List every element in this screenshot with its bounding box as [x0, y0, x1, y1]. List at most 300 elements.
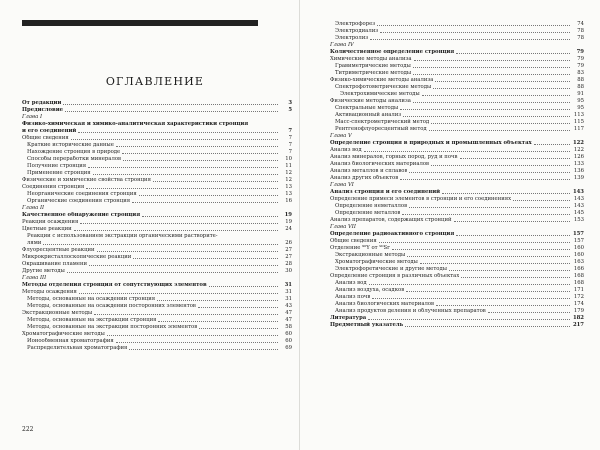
- toc-entry: [22, 107, 292, 114]
- toc-entry: [330, 189, 584, 196]
- dot-leader: [413, 74, 570, 75]
- toc-entry-title: Анализ биологических материалов: [330, 161, 430, 167]
- toc-entry-page: 171: [573, 287, 584, 293]
- dot-leader: [380, 32, 570, 33]
- toc-entry: [22, 268, 292, 275]
- dot-leader: [513, 200, 570, 201]
- toc-entry: [22, 324, 292, 331]
- toc-entry-title: Ионообменная хроматография: [27, 338, 114, 344]
- toc-entry-page: 10: [285, 156, 292, 162]
- toc-entry-page: 157: [572, 231, 584, 237]
- toc-entry-page: 19: [284, 212, 292, 218]
- dot-leader: [422, 95, 570, 96]
- toc-entry: [22, 261, 292, 268]
- toc-entry-title: Цветные реакции: [22, 226, 72, 232]
- dot-leader: [133, 258, 278, 259]
- dot-leader: [413, 102, 570, 103]
- toc-entry-page: 160: [573, 245, 584, 251]
- toc-entry: [22, 254, 292, 261]
- dot-leader: [534, 144, 570, 145]
- toc-entry-page: 145: [573, 210, 584, 216]
- toc-entry: [330, 210, 584, 217]
- toc-entry: [330, 70, 584, 77]
- toc-entry: [330, 91, 584, 98]
- dot-leader: [372, 298, 570, 299]
- toc-entry: [330, 140, 584, 147]
- toc-entry-page: 117: [573, 126, 584, 132]
- toc-entry-title: Определение радиоактивного стронция: [330, 231, 455, 237]
- toc-entry: [22, 317, 292, 324]
- toc-entry-page: 24: [285, 226, 292, 232]
- dot-leader: [368, 319, 570, 320]
- toc-entry: [22, 219, 292, 226]
- chapter-heading: [22, 114, 292, 121]
- dot-leader: [488, 312, 570, 313]
- toc-entry-title: Окрашивание пламени: [22, 261, 88, 267]
- dot-leader: [97, 251, 278, 252]
- toc-entry-title: Электрофоретические и другие методы: [335, 266, 447, 272]
- dot-leader: [209, 286, 278, 287]
- toc-entry: [22, 191, 292, 198]
- toc-entry-page: 143: [573, 196, 584, 202]
- dot-leader: [364, 151, 570, 152]
- toc-entry-title: Методы, основанные на осаждении посторонних элементов: [27, 303, 196, 309]
- toc-entry-page: 31: [284, 282, 292, 288]
- toc-entry-title: Определение стронция в различных объектах: [330, 273, 460, 279]
- toc-entry-title: и его соединений: [22, 128, 77, 134]
- dot-leader: [80, 223, 278, 224]
- toc-entry-title: Хроматографические методы: [335, 259, 418, 265]
- toc-entry-page: 88: [577, 77, 584, 83]
- toc-entry-page: 115: [573, 119, 584, 125]
- dot-leader: [413, 67, 570, 68]
- toc-entry-page: 174: [573, 301, 584, 307]
- toc-entry-page: 19: [285, 219, 292, 225]
- toc-entry: [330, 147, 584, 154]
- toc-entry-title: Анализ биологических материалов: [335, 301, 435, 307]
- toc-entry: [22, 240, 292, 247]
- dot-leader: [153, 181, 278, 182]
- dot-leader: [431, 165, 570, 166]
- chapter-heading: [22, 205, 292, 212]
- toc-entry-page: 157: [573, 238, 584, 244]
- toc-entry: [330, 105, 584, 112]
- toc-entry: [22, 282, 292, 289]
- toc-entry-title: Количественное определение стронция: [330, 49, 455, 55]
- dot-leader: [132, 202, 278, 203]
- dot-leader: [370, 39, 570, 40]
- dot-leader: [199, 328, 278, 329]
- toc-entry-title: Другие методы: [22, 268, 65, 274]
- toc-entry-title: Электрохимические методы: [340, 91, 420, 97]
- toc-entry-title: Глава III: [22, 275, 47, 281]
- toc-entry-page: 47: [285, 317, 292, 323]
- toc-entry-page: 31: [285, 289, 292, 295]
- toc-entry: [330, 322, 584, 329]
- toc-entry-page: 27: [285, 247, 292, 253]
- toc-entry: [22, 149, 292, 156]
- toc-entry: [22, 310, 292, 317]
- toc-entry-title: Применение стронция: [27, 170, 91, 176]
- dot-leader: [88, 167, 278, 168]
- toc-entry-page: 168: [573, 280, 584, 286]
- toc-entry-title: Глава I: [22, 114, 43, 120]
- toc-entry: [330, 301, 584, 308]
- dot-leader: [461, 277, 570, 278]
- toc-entry-title: Краткие исторические данные: [27, 142, 114, 148]
- toc-entry-page: 122: [572, 140, 584, 146]
- toc-entry-title: Предисловие: [22, 107, 64, 113]
- toc-entry-page: 126: [573, 154, 584, 160]
- toc-entry-page: 172: [573, 294, 584, 300]
- toc-entry: [22, 345, 292, 352]
- toc-entry: [330, 259, 584, 266]
- toc-entry: [330, 112, 584, 119]
- toc-entry-page: 7: [288, 135, 292, 141]
- toc-entry: [22, 142, 292, 149]
- toc-entry: [330, 63, 584, 70]
- toc-entry-title: Глава V: [330, 133, 352, 139]
- dot-leader: [79, 293, 278, 294]
- toc-entry-title: Глава VII: [330, 224, 356, 230]
- toc-entry: [22, 100, 292, 107]
- toc-entry-page: 7: [288, 142, 292, 148]
- toc-entry-page: 31: [285, 296, 292, 302]
- toc-entry-page: 69: [285, 345, 292, 351]
- dot-leader: [139, 195, 278, 196]
- dot-leader: [400, 179, 570, 180]
- toc-entry: [330, 175, 584, 182]
- toc-entry-page: 160: [573, 252, 584, 258]
- dot-leader: [129, 349, 278, 350]
- toc-entry-title: Определение примеси элементов в стронции и его соединениях: [330, 196, 512, 202]
- dot-leader: [122, 153, 278, 154]
- toc-entry-title: Физические методы анализа: [330, 98, 411, 104]
- toc-entry-page: 143: [572, 189, 584, 195]
- toc-entry-title: Электрофорез: [335, 21, 376, 27]
- dot-leader: [405, 326, 570, 327]
- dot-leader: [94, 314, 278, 315]
- right-page: [300, 0, 600, 450]
- chapter-heading: [330, 224, 584, 231]
- toc-entry-title: Получение стронция: [27, 163, 87, 169]
- toc-entry-page: 166: [573, 266, 584, 272]
- toc-entry: [330, 154, 584, 161]
- dot-leader: [198, 307, 278, 308]
- toc-entry-title: Нахождение стронция в природе: [27, 149, 121, 155]
- dot-leader: [43, 244, 278, 245]
- dot-leader: [107, 335, 278, 336]
- toc-entry-page: 12: [285, 177, 292, 183]
- toc-entry-page: 13: [285, 184, 292, 190]
- toc-entry-page: 91: [577, 91, 584, 97]
- toc-entry-page: 3: [288, 100, 292, 106]
- toc-entry-title: Спектрофотометрические методы: [335, 84, 432, 90]
- toc-entry-title: Анализ воздуха, осадков: [335, 287, 405, 293]
- toc-entry-title: Хроматографические методы: [22, 331, 105, 337]
- toc-entry: [330, 280, 584, 287]
- dot-leader: [71, 139, 278, 140]
- dot-leader: [409, 172, 570, 173]
- toc-entry: [330, 119, 584, 126]
- dot-leader: [93, 174, 278, 175]
- toc-entry-title: Качественное обнаружение стронция: [22, 212, 141, 218]
- toc-entry-title: Анализ вод: [335, 280, 367, 286]
- toc-entry-page: 79: [577, 56, 584, 62]
- toc-entry-page: 60: [285, 331, 292, 337]
- toc-entry: [330, 266, 584, 273]
- toc-entry: [330, 196, 584, 203]
- toc-entry: [22, 177, 292, 184]
- dot-leader: [86, 188, 278, 189]
- toc-entry-title: Микрокристаллоскопические реакции: [22, 254, 132, 260]
- toc-entry: [330, 203, 584, 210]
- toc-entry-page: 95: [577, 98, 584, 104]
- toc-entry-title: Активационный анализ: [335, 112, 402, 118]
- toc-entry-title: Электродиализ: [335, 28, 379, 34]
- toc-entry: [22, 163, 292, 170]
- toc-entry-title: Способы переработки минералов: [27, 156, 121, 162]
- toc-entry: [330, 217, 584, 224]
- toc-entry-title: Предметный указатель: [330, 322, 404, 328]
- toc-entry-title: Методы, основанные на осаждении стронция: [27, 296, 156, 302]
- dot-leader: [158, 321, 278, 322]
- toc-entry-page: 79: [576, 49, 584, 55]
- toc-entry-page: 7: [288, 149, 292, 155]
- dot-leader: [414, 60, 570, 61]
- dot-leader: [63, 104, 278, 105]
- dot-leader: [436, 305, 570, 306]
- toc-entry-title: Общие сведения: [22, 135, 69, 141]
- toc-entry-title: Физические и химические свойства стронция: [22, 177, 151, 183]
- toc-entry-page: 79: [577, 63, 584, 69]
- toc-entry-page: 179: [573, 308, 584, 314]
- header-rule: [22, 20, 258, 26]
- toc-entry-page: 47: [285, 310, 292, 316]
- dot-leader: [377, 25, 570, 26]
- toc-entry-title: Анализ металлов и сплавов: [330, 168, 408, 174]
- toc-entry-title: Масс-спектрометрический метод: [335, 119, 430, 125]
- toc-entry-title: Электролиз: [335, 35, 369, 41]
- toc-entry-title: Общие сведения: [330, 238, 377, 244]
- toc-entry-page: 13: [285, 191, 292, 197]
- toc-entry: [22, 170, 292, 177]
- toc-entry-page: 88: [577, 84, 584, 90]
- toc-entry: [22, 247, 292, 254]
- dot-leader: [407, 256, 570, 257]
- toc-entry: [330, 49, 584, 56]
- page-title: ОГЛАВЛЕНИЕ: [105, 75, 205, 88]
- toc-entry: [22, 121, 292, 128]
- toc-entry-page: 26: [285, 240, 292, 246]
- dot-leader: [74, 230, 278, 231]
- toc-entry-title: Неорганические соединения стронция: [27, 191, 137, 197]
- toc-entry-title: Анализ препаратов, содержащих стронций: [330, 217, 452, 223]
- toc-entry-title: Методы отделения стронция от сопутствующих элементов: [22, 282, 207, 288]
- dot-leader: [431, 123, 570, 124]
- page-number: 222: [22, 426, 34, 433]
- toc-entry-title: Гравиметрические методы: [335, 63, 411, 69]
- toc-entry-page: 83: [577, 70, 584, 76]
- dot-leader: [142, 216, 278, 217]
- toc-entry-page: 113: [573, 112, 584, 118]
- toc-entry: [22, 198, 292, 205]
- toc-entry-page: 43: [285, 303, 292, 309]
- toc-entry-page: 12: [285, 170, 292, 176]
- toc-entry-page: 74: [577, 21, 584, 27]
- dot-leader: [379, 242, 570, 243]
- dot-leader: [456, 53, 570, 54]
- toc-entry-title: Отделение ⁹⁰Y от ⁹⁰Sr: [330, 245, 390, 251]
- dot-leader: [406, 291, 570, 292]
- toc-entry-page: 95: [577, 105, 584, 111]
- toc-entry-title: Методы, основанные на экстракции посторонних элементов: [27, 324, 198, 330]
- toc-entry-title: От редакции: [22, 100, 62, 106]
- dot-leader: [123, 160, 278, 161]
- toc-entry-title: Литература: [330, 315, 367, 321]
- toc-entry-page: 136: [573, 168, 584, 174]
- toc-entry: [22, 128, 292, 135]
- toc-entry: [330, 238, 584, 245]
- toc-entry-page: 139: [573, 175, 584, 181]
- toc-entry-page: 78: [577, 28, 584, 34]
- dot-leader: [460, 158, 570, 159]
- toc-entry: [330, 126, 584, 133]
- toc-entry-page: 30: [285, 268, 292, 274]
- dot-leader: [116, 342, 278, 343]
- toc-entry-title: Анализ минералов, горных пород, руд и почв: [330, 154, 458, 160]
- dot-leader: [157, 300, 278, 301]
- dot-leader: [89, 265, 278, 266]
- toc-entry-title: Глава II: [22, 205, 45, 211]
- toc-entry-page: 60: [285, 338, 292, 344]
- toc-entry: [330, 287, 584, 294]
- toc-entry: [22, 156, 292, 163]
- toc-entry-page: 78: [577, 35, 584, 41]
- toc-entry: [22, 338, 292, 345]
- toc-entry-title: лями: [27, 240, 42, 246]
- dot-leader: [456, 235, 570, 236]
- toc-entry: [22, 184, 292, 191]
- toc-entry: [330, 315, 584, 322]
- toc-entry-title: Анализ почв: [335, 294, 371, 300]
- dot-leader: [420, 263, 570, 264]
- toc-entry: [330, 28, 584, 35]
- dot-leader: [392, 249, 570, 250]
- toc-entry-title: Анализ других объектов: [330, 175, 399, 181]
- dot-leader: [400, 109, 570, 110]
- chapter-heading: [330, 133, 584, 140]
- toc-entry-page: 7: [288, 128, 292, 134]
- toc-entry-page: 58: [285, 324, 292, 330]
- dot-leader: [442, 193, 570, 194]
- toc-entry-title: Флуоресцентные реакции: [22, 247, 95, 253]
- toc-entry-title: Рентгенофлуоресцентный метод: [335, 126, 427, 132]
- toc-entry: [330, 245, 584, 252]
- toc-entry-page: 182: [572, 315, 584, 321]
- toc-entry-title: Органические соединения стронция: [27, 198, 131, 204]
- toc-entry-title: Соединения стронция: [22, 184, 85, 190]
- dot-leader: [116, 146, 278, 147]
- toc-entry: [330, 21, 584, 28]
- dot-leader: [67, 272, 278, 273]
- toc-entry-page: 143: [573, 203, 584, 209]
- toc-entry: [22, 233, 292, 240]
- toc-entry-title: Определение металлов: [335, 210, 401, 216]
- toc-entry: [330, 273, 584, 280]
- toc-entry-title: Реакции с использованием экстракции органическими растворите-: [27, 233, 218, 239]
- chapter-heading: [22, 275, 292, 282]
- toc-entry-title: Химические методы анализа: [330, 56, 412, 62]
- dot-leader: [369, 284, 570, 285]
- toc-entry-title: Реакции осаждения: [22, 219, 79, 225]
- toc-entry-title: Методы, основанные на экстракции стронция: [27, 317, 157, 323]
- toc-entry-title: Определение стронция в природных и промышленных объектах: [330, 140, 532, 146]
- toc-left: [22, 100, 292, 352]
- toc-entry: [22, 212, 292, 219]
- toc-entry-page: 27: [285, 254, 292, 260]
- toc-entry-page: 133: [573, 161, 584, 167]
- dot-leader: [409, 207, 570, 208]
- toc-entry: [330, 252, 584, 259]
- chapter-heading: [330, 42, 584, 49]
- toc-entry-page: 28: [285, 261, 292, 267]
- toc-entry-title: Физико-химическая и химико-аналитическая характеристики стронция: [22, 121, 249, 127]
- toc-entry: [22, 303, 292, 310]
- toc-entry: [22, 296, 292, 303]
- toc-entry: [330, 84, 584, 91]
- dot-leader: [403, 116, 570, 117]
- toc-entry-title: Глава VI: [330, 182, 354, 188]
- toc-entry-title: Анализ стронция и его соединений: [330, 189, 441, 195]
- toc-right: [330, 21, 584, 329]
- toc-entry-page: 163: [573, 259, 584, 265]
- toc-entry: [330, 161, 584, 168]
- toc-entry-title: Методы осаждения: [22, 289, 77, 295]
- toc-entry: [22, 331, 292, 338]
- dot-leader: [65, 111, 278, 112]
- toc-entry-title: Анализ вод: [330, 147, 362, 153]
- toc-entry-title: Спектральные методы: [335, 105, 399, 111]
- toc-entry-page: 122: [573, 147, 584, 153]
- toc-entry: [22, 135, 292, 142]
- toc-entry: [330, 231, 584, 238]
- dot-leader: [449, 270, 570, 271]
- dot-leader: [78, 132, 278, 133]
- dot-leader: [433, 88, 570, 89]
- toc-entry-title: Анализ продуктов деления и облученных препаратов: [335, 308, 486, 314]
- toc-entry: [330, 56, 584, 63]
- toc-entry: [330, 294, 584, 301]
- toc-entry-title: Титриметрические методы: [335, 70, 412, 76]
- toc-entry-page: 16: [285, 198, 292, 204]
- toc-entry-title: Определение неметаллов: [335, 203, 408, 209]
- toc-entry-page: 217: [572, 322, 584, 328]
- toc-entry-title: Экстракционные методы: [22, 310, 93, 316]
- dot-leader: [454, 221, 570, 222]
- toc-entry: [330, 35, 584, 42]
- dot-leader: [429, 130, 570, 131]
- toc-entry-page: 168: [573, 273, 584, 279]
- toc-entry-page: 11: [285, 163, 292, 169]
- toc-entry-title: Физико-химические методы анализа: [330, 77, 434, 83]
- chapter-heading: [330, 182, 584, 189]
- toc-entry: [330, 77, 584, 84]
- toc-entry: [22, 226, 292, 233]
- toc-entry: [22, 289, 292, 296]
- toc-entry: [330, 168, 584, 175]
- dot-leader: [402, 214, 570, 215]
